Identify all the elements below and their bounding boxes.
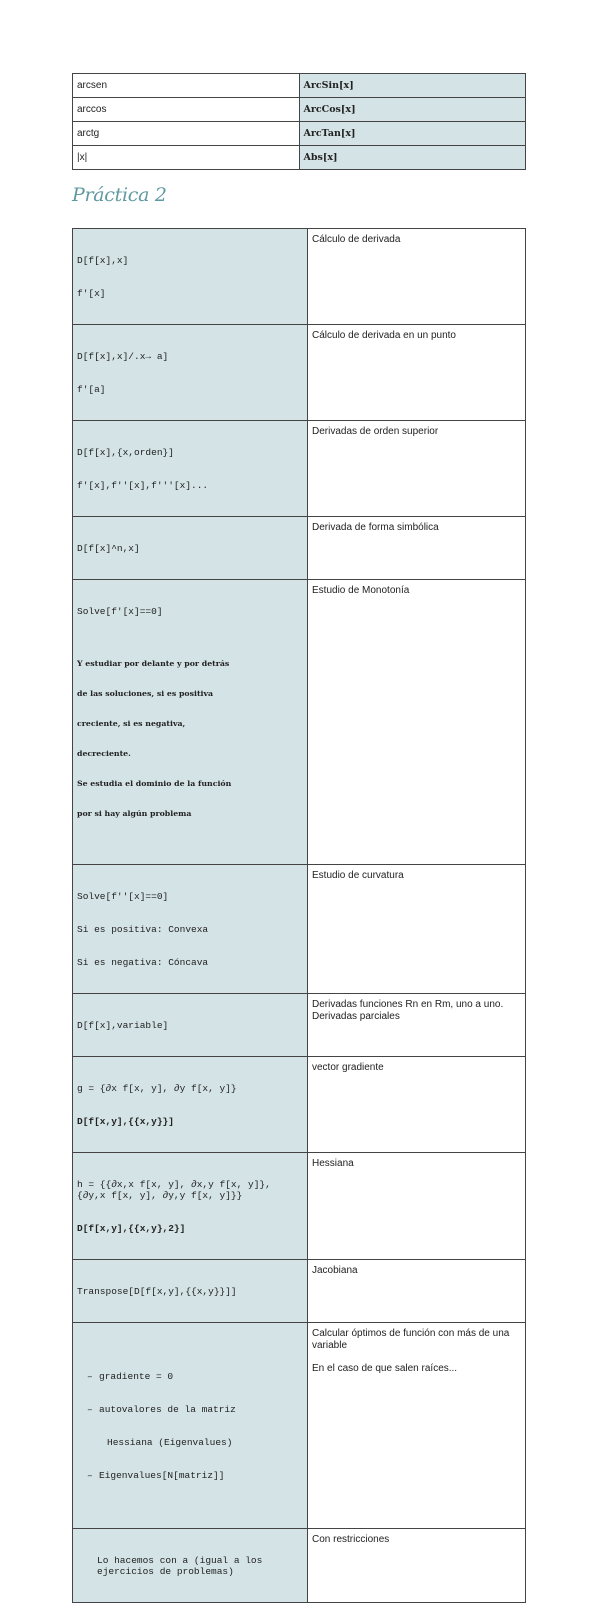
description-cell: Estudio de curvatura bbox=[308, 865, 526, 994]
table-row bbox=[73, 1529, 526, 1603]
section-heading: Práctica 2 bbox=[72, 184, 167, 206]
function-name-cell: arccos bbox=[73, 98, 300, 122]
table-row bbox=[73, 580, 526, 865]
code-cell: D[f[x],{x,orden}] f′[x],f′′[x],f′′′[x]... bbox=[73, 421, 308, 517]
table-row bbox=[73, 1057, 526, 1153]
table-row bbox=[73, 517, 526, 580]
table-row bbox=[73, 421, 526, 517]
code-cell: D[f[x],variable] bbox=[73, 994, 308, 1057]
description-cell: Con restricciones bbox=[308, 1529, 526, 1603]
code-cell: D[f[x],x] f′[x] bbox=[73, 229, 308, 325]
function-code-cell: ArcSin[x] bbox=[299, 74, 526, 98]
function-name-cell: arcsen bbox=[73, 74, 300, 98]
code-cell: g = {∂x f[x, y], ∂y f[x, y]} D[f[x,y],{{x,y}}] bbox=[73, 1057, 308, 1153]
table-row bbox=[73, 122, 526, 146]
table-row bbox=[73, 1260, 526, 1323]
table-row bbox=[73, 146, 526, 170]
table-row bbox=[73, 98, 526, 122]
list-item: – autovalores de la matriz bbox=[77, 1404, 303, 1415]
description-cell: Cálculo de derivada en un punto bbox=[308, 325, 526, 421]
mathematica-commands-table bbox=[72, 228, 526, 1603]
description-cell: Derivadas de orden superior bbox=[308, 421, 526, 517]
code-cell: Solve[f′[x]==0] Y estudiar por delante y por detrás de las soluciones, si es positiva creciente, si es negativa, decreciente. Se estudia el dominio de la función por si hay algún problema bbox=[73, 580, 308, 865]
code-note: Y estudiar por delante y por detrás de las soluciones, si es positiva creciente, si es negativa, decreciente. Se estudia el dominio de la función por si hay algún problema bbox=[77, 659, 232, 818]
description-cell: vector gradiente bbox=[308, 1057, 526, 1153]
code-cell: Solve[f′′[x]==0] Si es positiva: Convexa Si es negativa: Cóncava bbox=[73, 865, 308, 994]
code-cell: D[f[x],x]/.x→ a] f′[a] bbox=[73, 325, 308, 421]
description-cell: Derivadas funciones Rn en Rm, uno a uno. Derivadas parciales bbox=[308, 994, 526, 1057]
function-code-cell: ArcTan[x] bbox=[299, 122, 526, 146]
description-cell: Calcular óptimos de función con más de una variable En el caso de que salen raíces... bbox=[308, 1323, 526, 1529]
table-row bbox=[73, 1323, 526, 1529]
description-cell: Jacobiana bbox=[308, 1260, 526, 1323]
description-cell: Estudio de Monotonía bbox=[308, 580, 526, 865]
list-item: – gradiente = 0 bbox=[77, 1371, 303, 1382]
code-cell: Transpose[D[f[x,y],{{x,y}}]] bbox=[73, 1260, 308, 1323]
code-cell bbox=[73, 1323, 308, 1529]
table-row bbox=[73, 229, 526, 325]
table-row bbox=[73, 74, 526, 98]
code-cell: h = {{∂x,x f[x, y], ∂x,y f[x, y]}, {∂y,x f[x, y], ∂y,y f[x, y]}} D[f[x,y],{{x,y},2}] bbox=[73, 1153, 308, 1260]
list-item: – Eigenvalues[N[matriz]] bbox=[77, 1470, 303, 1481]
function-name-cell: arctg bbox=[73, 122, 300, 146]
description-cell: Hessiana bbox=[308, 1153, 526, 1260]
function-code-cell: Abs[x] bbox=[299, 146, 526, 170]
description-cell: Derivada de forma simbólica bbox=[308, 517, 526, 580]
function-name-cell: |x| bbox=[73, 146, 300, 170]
table-row bbox=[73, 865, 526, 994]
code-cell: D[f[x]^n,x] bbox=[73, 517, 308, 580]
table-row bbox=[73, 325, 526, 421]
description-cell: Cálculo de derivada bbox=[308, 229, 526, 325]
code-list bbox=[77, 1349, 303, 1503]
table-row bbox=[73, 994, 526, 1057]
code-cell: Lo hacemos con a (igual a los ejercicios de problemas) bbox=[73, 1529, 308, 1603]
functions-table bbox=[72, 73, 526, 170]
function-code-cell: ArcCos[x] bbox=[299, 98, 526, 122]
list-item: Hessiana (Eigenvalues) bbox=[107, 1437, 233, 1448]
table-row bbox=[73, 1153, 526, 1260]
